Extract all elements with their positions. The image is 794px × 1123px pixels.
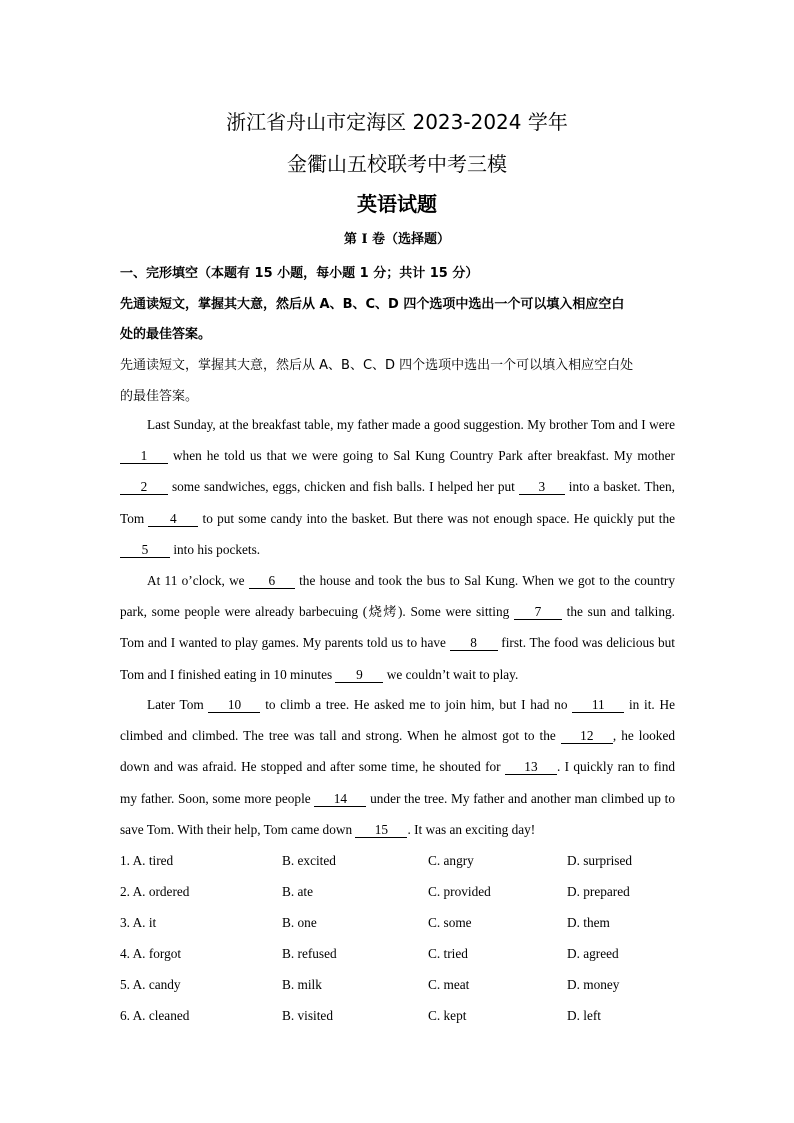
- passage-text: the house and took the bus to Sal Kung. When we got to the country park, some people were already barbecuing (烧烤). Some were sitting: [120, 573, 675, 620]
- option-1-b[interactable]: B. excited: [282, 853, 336, 868]
- passage-text: , he looked down and was afraid. He stopped and after some time, he shouted for: [120, 728, 675, 775]
- option-3-d[interactable]: D. them: [567, 915, 610, 930]
- blank-9: 9: [335, 668, 383, 683]
- blank-10: 10: [208, 698, 260, 713]
- passage-text: into a basket. Then, Tom: [120, 479, 676, 526]
- exam-title-region: 浙江省舟山市定海区 2023-2024 学年: [226, 110, 568, 134]
- passage-text: into his pockets.: [170, 541, 261, 557]
- blank-8: 8: [450, 636, 498, 651]
- option-2-a[interactable]: 2. A. ordered: [120, 884, 190, 899]
- option-6-d[interactable]: D. left: [567, 1008, 601, 1023]
- passage-text: At 11 o’clock, we: [147, 573, 249, 588]
- exam-title-school: 金衢山五校联考中考三模: [287, 152, 507, 176]
- blank-1: 1: [120, 449, 168, 464]
- passage-text: to climb a tree. He asked me to join him, but I had no: [260, 697, 573, 712]
- blank-3: 3: [519, 480, 565, 495]
- blank-4: 4: [148, 512, 198, 527]
- option-5-a[interactable]: 5. A. candy: [120, 977, 181, 992]
- blank-12: 12: [561, 729, 613, 744]
- instruction-line2: 的最佳答案。: [120, 389, 199, 404]
- instruction-bold-line2: 处的最佳答案。: [120, 327, 212, 342]
- option-4-b[interactable]: B. refused: [282, 946, 337, 961]
- blank-13: 13: [505, 760, 557, 775]
- blank-15: 15: [355, 823, 407, 838]
- option-2-c[interactable]: C. provided: [428, 884, 491, 899]
- volume-label: 第 I 卷（选择题）: [343, 232, 451, 247]
- option-row-6: [120, 1008, 680, 1028]
- option-3-b[interactable]: B. one: [282, 915, 317, 930]
- option-1-c[interactable]: C. angry: [428, 853, 474, 868]
- passage-text: some sandwiches, eggs, chicken and fish balls. I helped her put: [168, 479, 519, 495]
- option-1-d[interactable]: D. surprised: [567, 853, 632, 868]
- passage-text: . I quickly ran to find my father. Soon, some more people: [120, 759, 675, 806]
- option-2-b[interactable]: B. ate: [282, 884, 314, 899]
- option-4-c[interactable]: C. tried: [428, 946, 468, 961]
- option-4-d[interactable]: D. agreed: [567, 946, 619, 961]
- option-5-d[interactable]: D. money: [567, 977, 620, 992]
- passage-text: Last Sunday, at the breakfast table, my father made a good suggestion. My brother Tom and I were: [147, 417, 675, 432]
- blank-5: 5: [120, 543, 170, 558]
- passage-text: Later Tom: [147, 697, 209, 712]
- passage-text: the sun and talking. Tom and I wanted to play games. My parents told us to have: [120, 604, 675, 651]
- exam-title-subject: 英语试题: [357, 192, 437, 216]
- option-row-2: [120, 884, 680, 904]
- option-3-c[interactable]: C. some: [428, 915, 472, 930]
- blank-14: 14: [314, 792, 366, 807]
- passage-text: to put some candy into the basket. But there was not enough space. He quickly put the: [198, 510, 675, 526]
- option-5-b[interactable]: B. milk: [282, 977, 322, 992]
- blank-6: 6: [249, 574, 295, 589]
- option-1-a[interactable]: 1. A. tired: [120, 853, 174, 868]
- option-row-5: [120, 977, 680, 997]
- option-row-3: [120, 915, 680, 935]
- passage-text: . It was an exciting day!: [407, 821, 536, 837]
- passage-paragraph-3: [120, 689, 675, 845]
- option-row-1: [120, 853, 680, 873]
- passage-paragraph-1: [120, 409, 675, 565]
- passage-text: first. The food was delicious but Tom and I finished eating in 10 minutes: [120, 635, 676, 682]
- passage-text: we couldn’t wait to play.: [383, 666, 519, 682]
- passage-text: in it. He climbed and climbed. The tree was tall and strong. When he almost got to the: [120, 697, 675, 744]
- blank-7: 7: [514, 605, 562, 620]
- passage-text: under the tree. My father and another man climbed up to save Tom. With their help, Tom came down: [120, 790, 675, 837]
- passage-paragraph-2: [120, 565, 675, 690]
- option-6-a[interactable]: 6. A. cleaned: [120, 1008, 190, 1023]
- blank-11: 11: [572, 698, 624, 713]
- passage-text: when he told us that we were going to Sal Kung Country Park after breakfast. My mother: [168, 448, 675, 464]
- option-row-4: [120, 946, 680, 966]
- instruction-bold-line1: 先通读短文，掌握其大意，然后从 A、B、C、D 四个选项中选出一个可以填入相应空白: [120, 297, 625, 312]
- option-5-c[interactable]: C. meat: [428, 977, 470, 992]
- option-3-a[interactable]: 3. A. it: [120, 915, 157, 930]
- option-4-a[interactable]: 4. A. forgot: [120, 946, 182, 961]
- option-2-d[interactable]: D. prepared: [567, 884, 630, 899]
- section-heading: 一、完形填空（本题有 15 小题，每小题 1 分；共计 15 分）: [120, 266, 479, 281]
- blank-2: 2: [120, 480, 168, 495]
- instruction-line1: 先通读短文，掌握其大意，然后从 A、B、C、D 四个选项中选出一个可以填入相应空白处: [120, 358, 634, 373]
- option-6-b[interactable]: B. visited: [282, 1008, 333, 1023]
- option-6-c[interactable]: C. kept: [428, 1008, 467, 1023]
